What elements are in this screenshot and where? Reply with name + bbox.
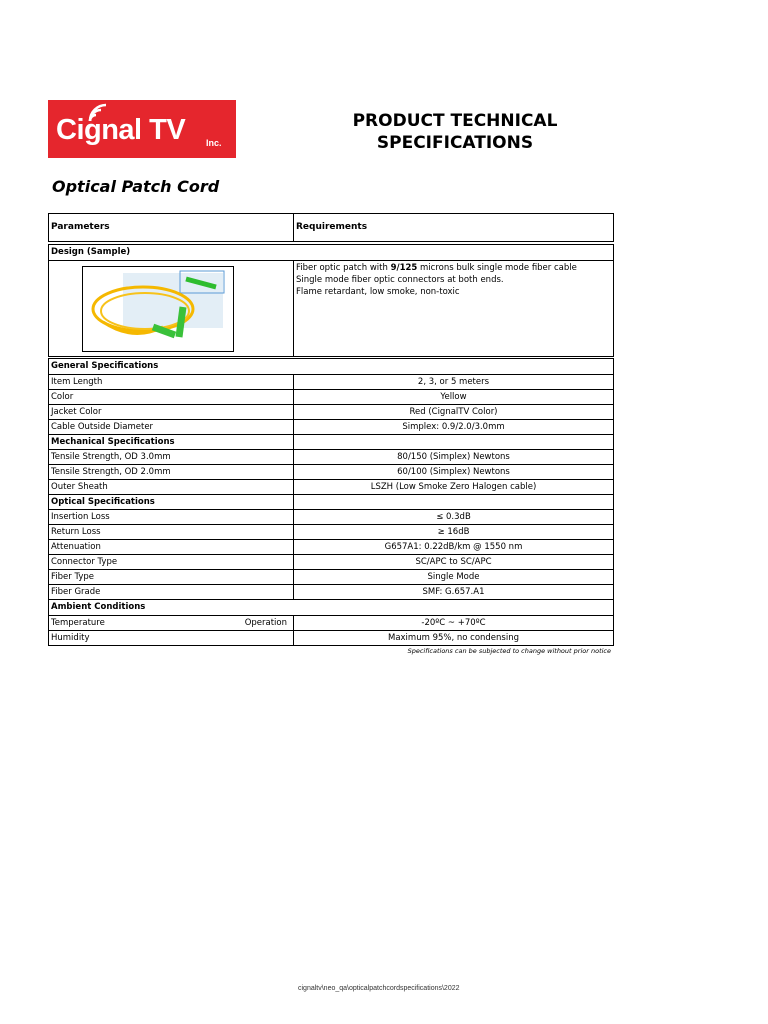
desc-line-2: Single mode fiber optic connectors at both ends. (296, 275, 504, 285)
parameter-cell (49, 510, 294, 524)
cignal-tv-logo (48, 100, 236, 158)
parameter-label: Jacket Color (51, 407, 102, 417)
parameter-cell (49, 585, 294, 599)
parameter-label: Attenuation (51, 542, 101, 552)
requirement-cell: ≥ 16dB (437, 527, 470, 537)
section-header-row (49, 359, 613, 374)
parameter-label: Humidity (51, 633, 90, 643)
page-title (300, 110, 610, 154)
header-requirements: Requirements (296, 222, 368, 232)
header-parameters: Parameters (49, 214, 294, 241)
parameter-label: Outer Sheath (51, 482, 108, 492)
table-row (49, 554, 613, 569)
title-line-2: SPECIFICATIONS (376, 133, 534, 153)
requirement-cell: Yellow (440, 392, 467, 402)
requirement-cell: LSZH (Low Smoke Zero Halogen cable) (370, 482, 537, 492)
section-title (49, 359, 613, 374)
parameter-label: Temperature (51, 618, 105, 628)
table-row (49, 569, 613, 584)
desc-suffix: microns bulk single mode fiber cable (417, 263, 577, 273)
parameter-cell (49, 375, 294, 389)
table-row (49, 615, 613, 630)
design-label: Design (Sample) (51, 247, 131, 257)
parameter-cell (49, 540, 294, 554)
requirement-cell (294, 495, 613, 509)
requirement-cell: 80/150 (Simplex) Newtons (397, 452, 510, 462)
parameter-label: Fiber Grade (51, 587, 101, 597)
parameter-label: Tensile Strength, OD 2.0mm (51, 467, 171, 477)
section-label: General Specifications (51, 361, 159, 371)
parameter-label: Insertion Loss (51, 512, 110, 522)
desc-line-3: Flame retardant, low smoke, non-toxic (296, 287, 460, 297)
disclaimer-note: Specifications can be subjected to change without prior notice (407, 647, 611, 655)
requirement-cell: SMF: G.657.A1 (422, 587, 485, 597)
section-header-row (49, 434, 613, 449)
requirement-cell: 60/100 (Simplex) Newtons (397, 467, 510, 477)
requirement-cell: SC/APC to SC/APC (415, 557, 492, 567)
logo-brand: Cignal TV (56, 114, 186, 146)
desc-prefix: Fiber optic patch with (296, 263, 391, 273)
table-row (49, 524, 613, 539)
parameter-cell (49, 616, 294, 630)
title-line-1: PRODUCT TECHNICAL (352, 111, 558, 131)
parameter-label: Cable Outside Diameter (51, 422, 154, 432)
section-label: Ambient Conditions (51, 602, 146, 612)
section-header-row (49, 494, 613, 509)
table-row (49, 630, 613, 645)
parameter-label: Fiber Type (51, 572, 94, 582)
parameter-cell (49, 555, 294, 569)
section-title (49, 435, 294, 449)
design-section (48, 244, 614, 357)
parameter-label: Color (51, 392, 74, 402)
table-header (48, 213, 614, 242)
section-header-row (49, 600, 613, 615)
table-row (49, 464, 613, 479)
requirement-cell (294, 435, 613, 449)
requirement-cell: ≤ 0.3dB (436, 512, 471, 522)
parameter-cell (49, 390, 294, 404)
requirement-cell: Simplex: 0.9/2.0/3.0mm (402, 422, 505, 432)
requirement-cell: Single Mode (427, 572, 480, 582)
parameter-label: Item Length (51, 377, 103, 387)
requirement-cell: 2, 3, or 5 meters (417, 377, 490, 387)
section-label: Mechanical Specifications (51, 437, 175, 447)
ambient-conditions-table (48, 599, 614, 646)
requirement-cell: -20ºC ~ +70ºC (421, 618, 486, 628)
logo-suffix: Inc. (206, 138, 222, 148)
parameter-label: Return Loss (51, 527, 101, 537)
parameter-label: Connector Type (51, 557, 118, 567)
table-row (49, 419, 613, 434)
parameter-sublabel: Operation (244, 618, 287, 628)
table-row (49, 479, 613, 494)
parameter-cell (49, 450, 294, 464)
specifications-table (48, 358, 614, 600)
parameter-cell (49, 405, 294, 419)
parameter-label: Tensile Strength, OD 3.0mm (51, 452, 171, 462)
section-label: Optical Specifications (51, 497, 155, 507)
table-row (49, 389, 613, 404)
parameter-cell (49, 420, 294, 434)
design-description (294, 261, 613, 356)
parameter-cell (49, 465, 294, 479)
section-title (49, 495, 294, 509)
requirement-cell: G657A1: 0.22dB/km @ 1550 nm (384, 542, 523, 552)
footer-path: cignaltv\neo_qa\opticalpatchcordspecifications\2022 (298, 985, 460, 992)
table-row (49, 509, 613, 524)
requirement-cell: Red (CignalTV Color) (409, 407, 498, 417)
table-row (49, 374, 613, 389)
parameter-cell (49, 631, 294, 645)
table-row (49, 584, 613, 599)
parameter-cell (49, 525, 294, 539)
requirement-cell: Maximum 95%, no condensing (387, 633, 519, 643)
desc-bold: 9/125 (390, 263, 418, 273)
table-row (49, 449, 613, 464)
product-subtitle: Optical Patch Cord (52, 177, 220, 196)
table-row (49, 404, 613, 419)
section-title (49, 600, 613, 615)
parameter-cell (49, 480, 294, 494)
table-row (49, 539, 613, 554)
parameter-cell (49, 570, 294, 584)
patch-cord-image (82, 266, 234, 352)
